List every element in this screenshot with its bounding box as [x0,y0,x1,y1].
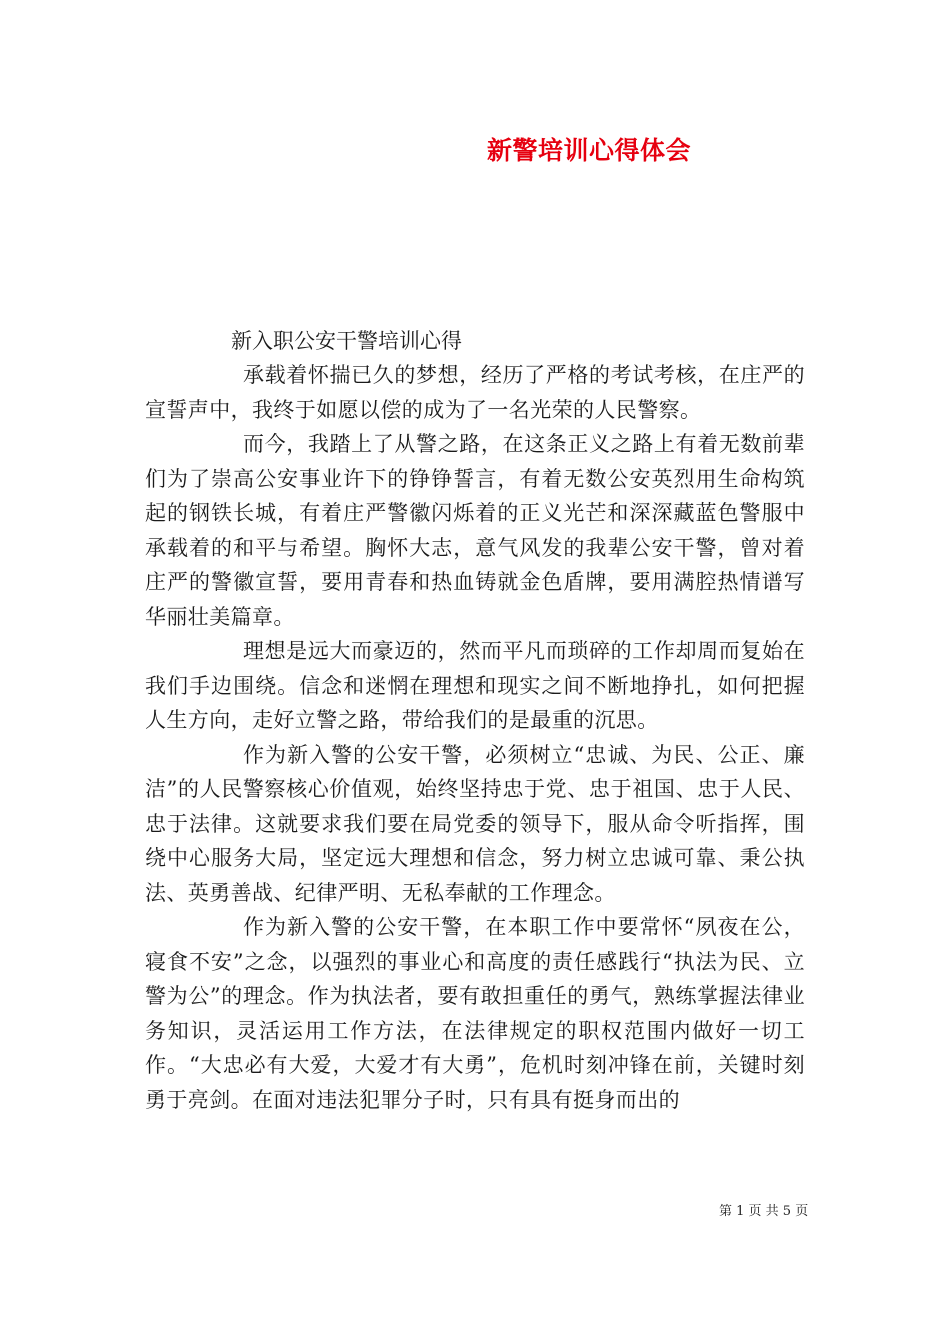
paragraph: 承载着怀揣已久的梦想，经历了严格的考试考核，在庄严的宣誓声中，我终于如愿以偿的成为了一名光荣的人民警察。 [145,363,805,422]
paragraph: 而今，我踏上了从警之路，在这条正义之路上有着无数前辈们为了崇高公安事业许下的铮铮誓言，有着无数公安英烈用生命构筑起的钢铁长城，有着庄严警徽闪烁着的正义光芒和深深藏蓝色警服中承载着的和平与希望。胸怀大志，意气风发的我辈公安干警，曾对着庄严的警徽宣誓，要用青春和热血铸就金色盾牌，要用满腔热情谱写华丽壮美篇章。 [145,432,805,629]
paragraph: 理想是远大而豪迈的，然而平凡而琐碎的工作却周而复始在我们手边围绕。信念和迷惘在理想和现实之间不断地挣扎，如何把握人生方向，走好立警之路，带给我们的是最重的沉思。 [145,639,805,732]
page-number-footer: 第 1 页 共 5 页 [719,1204,809,1219]
paragraph: 作为新入警的公安干警，必须树立“忠诚、为民、公正、廉洁”的人民警察核心价值观，始终坚持忠于党、忠于祖国、忠于人民、忠于法律。这就要求我们要在局党委的领导下，服从命令听指挥，围绕中心服务大局，坚定远大理想和信念，努力树立忠诚可靠、秉公执法、英勇善战、纪律严明、无私奉献的工作理念。 [145,742,805,905]
document-title: 新警培训心得体会 [487,136,692,165]
document-subtitle: 新入职公安干警培训心得 [231,329,462,353]
document-body [145,358,805,1117]
paragraph: 作为新入警的公安干警，在本职工作中要常怀“夙夜在公，寝食不安”之念，以强烈的事业心和高度的责任感践行“执法为民、立警为公”的理念。作为执法者，要有敢担重任的勇气，熟练掌握法律业务知识，灵活运用工作方法，在法律规定的职权范围内做好一切工作。“大忠必有大爱，大爱才有大勇”，危机时刻冲锋在前，关键时刻勇于亮剑。在面对违法犯罪分子时，只有具有挺身而出的 [145,915,805,1112]
